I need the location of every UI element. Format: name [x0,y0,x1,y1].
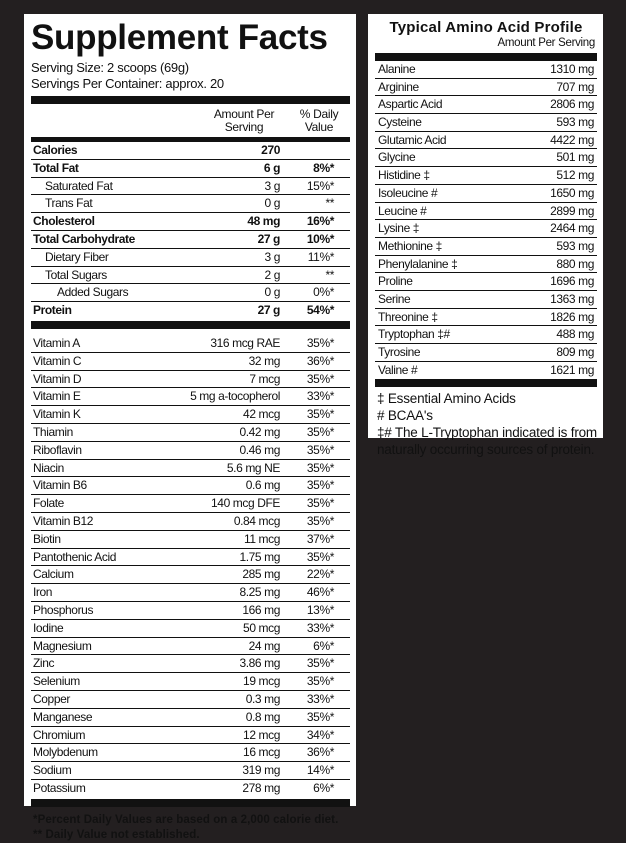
divider-thick [31,799,350,807]
nutrient-amount: 0.46 mg [239,442,280,457]
nutrient-amount: 809 mg [556,345,594,359]
nutrient-amount: 2806 mg [550,97,594,112]
nutrient-name: Lysine ‡ [378,221,420,236]
table-row [375,78,597,96]
nutrient-name: Tyrosine [378,345,421,359]
table-row [31,405,350,423]
nutrient-name: Trans Fat [45,196,93,211]
nutrient-name: Histidine ‡ [378,168,430,183]
nutrient-name: Valine # [378,362,418,377]
amino-note: ‡ Essential Amino Acids [377,391,516,407]
nutrient-amount: 3 g [264,249,280,264]
table-row [31,637,350,655]
table-row [31,548,350,566]
table-row [31,159,350,177]
table-row [375,61,597,78]
nutrient-name: Riboflavin [33,442,82,457]
nutrient-amount: 316 mcg RAE [210,335,280,350]
nutrient-name: Saturated Fat [45,178,113,193]
nutrient-name: Calcium [33,567,74,582]
table-row [375,202,597,220]
table-row [31,672,350,690]
nutrient-amount: 593 mg [556,238,594,253]
nutrient-amount: 166 mg [242,602,280,617]
nutrient-amount: 1.75 mg [239,549,280,564]
nutrient-daily-value: 46%* [306,585,334,600]
nutrient-amount: 278 mg [242,780,280,795]
nutrient-amount: 42 mcg [243,407,280,422]
nutrient-amount: 0.84 mcg [233,513,280,528]
table-row [31,212,350,230]
nutrient-name: Molybdenum [33,745,98,760]
table-row [31,142,350,159]
nutrient-daily-value: 36%* [306,745,334,760]
table-row [31,583,350,601]
nutrient-amount: 27 g [257,231,280,246]
nutrient-name: Potassium [33,780,86,795]
nutrient-daily-value: 35%* [306,335,334,350]
nutrient-name: Iodine [33,620,64,635]
amino-table [375,61,597,378]
nutrient-name: Zinc [33,656,55,671]
table-row [375,131,597,149]
nutrient-daily-value: 35%* [306,442,334,457]
nutrient-amount: 50 mcg [243,620,280,635]
nutrient-amount: 5.6 mg NE [226,460,280,475]
table-row [375,325,597,343]
nutrient-name: Pantothenic Acid [33,549,116,564]
nutrient-name: Alanine [378,62,416,76]
nutrient-daily-value: 54%* [306,303,334,318]
table-row [375,255,597,273]
nutrient-name: Magnesium [33,638,92,653]
nutrient-amount: 1826 mg [550,309,594,324]
nutrient-name: Vitamin D [33,371,82,386]
table-row [31,248,350,266]
nutrient-amount: 1310 mg [550,62,594,76]
nutrient-name: Serine [378,291,411,306]
nutrient-daily-value: 34%* [306,727,334,742]
nutrient-name: Thiamin [33,424,73,439]
table-row [375,290,597,308]
nutrient-name: Copper [33,691,70,706]
nutrient-daily-value: 35%* [306,371,334,386]
amino-note: # BCAA's [377,408,433,424]
nutrient-amount: 27 g [257,303,280,318]
nutrient-daily-value: 13%* [306,602,334,617]
nutrient-amount: 0.8 mg [245,709,280,724]
table-row [375,237,597,255]
nutrient-amount: 1696 mg [550,274,594,289]
nutrient-daily-value: 35%* [306,709,334,724]
nutrient-name: Protein [33,303,72,318]
nutrient-daily-value: 14%* [306,763,334,778]
nutrient-amount: 8.25 mg [239,585,280,600]
nutrient-daily-value: 36%* [306,353,334,368]
table-row [31,177,350,195]
amino-note: ‡# The L-Tryptophan indicated is from naturally occurring sources of protein. [377,425,597,458]
nutrient-amount: 4422 mg [550,132,594,147]
nutrient-amount: 24 mg [248,638,280,653]
nutrient-name: Total Fat [33,160,79,175]
nutrient-name: Dietary Fiber [45,249,109,264]
table-row [31,726,350,744]
table-row [375,148,597,166]
nutrient-amount: 0 g [264,285,280,300]
nutrient-name: Glutamic Acid [378,132,447,147]
nutrient-daily-value: 6%* [313,638,334,653]
nutrient-amount: 5 mg a-tocopherol [190,389,280,404]
nutrient-amount: 880 mg [556,256,594,271]
amino-subtitle: Amount Per Serving [497,37,595,49]
nutrient-amount: 0 g [264,196,280,211]
col-amount-label: Amount Per Serving [213,107,275,134]
table-row [31,476,350,494]
table-row [375,272,597,290]
nutrient-amount: 16 mcg [243,745,280,760]
nutrient-amount: 1621 mg [550,362,594,377]
table-row [31,690,350,708]
nutrient-name: Aspartic Acid [378,97,443,112]
footnote-dv: *Percent Daily Values are based on a 2,000 calorie diet. [33,813,339,826]
facts-column-header [31,104,350,137]
table-row [375,184,597,202]
table-row [31,619,350,637]
nutrient-name: Arginine [378,79,419,94]
divider-thick [31,321,350,329]
divider-thick [31,96,350,104]
nutrient-amount: 3.86 mg [239,656,280,671]
table-row [31,335,350,352]
col-dv-label: % Daily Value [299,107,339,134]
nutrient-daily-value: 35%* [306,674,334,689]
servings-per-container: Servings Per Container: approx. 20 [31,76,224,91]
nutrient-amount: 501 mg [556,150,594,165]
nutrient-daily-value: 16%* [306,214,334,229]
nutrient-amount: 0.3 mg [245,691,280,706]
nutrient-daily-value: 0%* [313,285,334,300]
nutrient-daily-value: 35%* [306,549,334,564]
nutrient-daily-value: 35%* [306,407,334,422]
table-row [31,283,350,301]
nutrient-daily-value: 35%* [306,460,334,475]
nutrient-daily-value: 10%* [306,231,334,246]
table-row [31,512,350,530]
nutrient-name: Chromium [33,727,86,742]
table-row [31,708,350,726]
nutrient-amount: 593 mg [556,115,594,130]
nutrient-name: Sodium [33,763,72,778]
macro-table [31,142,350,319]
nutrient-amount: 7 mcg [249,371,280,386]
nutrient-daily-value: ** [325,267,334,282]
nutrient-name: Cholesterol [33,214,95,229]
nutrient-amount: 1650 mg [550,185,594,200]
nutrient-amount: 285 mg [242,567,280,582]
nutrient-name: Methionine ‡ [378,238,442,253]
nutrient-daily-value: 33%* [306,389,334,404]
table-row [31,494,350,512]
divider-thick [375,53,597,61]
table-row [375,343,597,361]
nutrient-amount: 12 mcg [243,727,280,742]
nutrient-name: Glycine [378,150,416,165]
nutrient-name: Isoleucine # [378,185,438,200]
nutrient-daily-value: 35%* [306,513,334,528]
nutrient-name: Phosphorus [33,602,94,617]
nutrient-daily-value: 8%* [313,160,334,175]
table-row [31,441,350,459]
nutrient-daily-value: 35%* [306,496,334,511]
table-row [375,219,597,237]
nutrient-amount: 270 [261,143,280,157]
nutrient-amount: 2464 mg [550,221,594,236]
table-row [31,352,350,370]
table-row [31,370,350,388]
nutrient-amount: 19 mcg [243,674,280,689]
nutrient-name: Phenylalanine ‡ [378,256,458,271]
table-row [375,95,597,113]
nutrient-amount: 707 mg [556,79,594,94]
table-row [31,266,350,284]
nutrient-daily-value: 15%* [306,178,334,193]
nutrient-name: Niacin [33,460,64,475]
nutrient-name: Folate [33,496,64,511]
table-row [31,743,350,761]
table-row [375,361,597,379]
nutrient-name: Proline [378,274,413,289]
nutrient-name: Biotin [33,531,61,546]
nutrient-name: Manganese [33,709,93,724]
table-row [31,194,350,212]
nutrient-name: Vitamin B6 [33,478,87,493]
nutrient-name: Iron [33,585,53,600]
nutrient-name: Vitamin A [33,335,80,350]
nutrient-name: Tryptophan ‡# [378,327,450,342]
nutrient-daily-value: 35%* [306,656,334,671]
nutrient-daily-value: 33%* [306,620,334,635]
nutrient-amount: 0.6 mg [245,478,280,493]
nutrient-daily-value: ** [325,196,334,211]
table-row [31,387,350,405]
nutrient-name: Leucine # [378,203,427,218]
nutrient-name: Vitamin B12 [33,513,94,528]
nutrient-name: Total Sugars [45,267,107,282]
table-row [31,530,350,548]
nutrient-daily-value: 11%* [307,249,334,264]
nutrient-name: Added Sugars [57,285,129,300]
table-row [375,166,597,184]
nutrient-daily-value: 35%* [306,424,334,439]
table-row [31,654,350,672]
nutrient-amount: 6 g [263,160,280,175]
nutrient-name: Vitamin E [33,389,81,404]
nutrient-amount: 11 mcg [243,531,280,546]
table-row [31,459,350,477]
serving-size: Serving Size: 2 scoops (69g) [31,60,189,75]
table-row [31,230,350,248]
nutrient-name: Total Carbohydrate [33,231,135,246]
nutrient-daily-value: 33%* [306,691,334,706]
nutrient-daily-value: 37%* [306,531,334,546]
nutrient-amount: 2899 mg [550,203,594,218]
divider-thick [375,379,597,387]
micro-table [31,335,350,797]
nutrient-amount: 1363 mg [550,291,594,306]
table-row [31,423,350,441]
table-row [31,779,350,797]
table-row [375,113,597,131]
nutrient-amount: 48 mg [247,214,280,229]
nutrient-amount: 140 mcg DFE [211,496,280,511]
table-row [31,301,350,319]
facts-title: Supplement Facts [31,18,328,57]
supplement-facts-panel [24,14,356,841]
nutrient-daily-value: 35%* [306,478,334,493]
amino-title: Typical Amino Acid Profile [389,19,583,36]
nutrient-amount: 32 mg [248,353,280,368]
nutrient-name: Calories [33,143,78,157]
nutrient-amount: 3 g [264,178,280,193]
nutrient-amount: 2 g [264,267,280,282]
nutrient-daily-value: 6%* [313,780,334,795]
amino-acid-panel [368,14,603,458]
nutrient-name: Vitamin K [33,407,81,422]
table-row [31,565,350,583]
nutrient-name: Cysteine [378,115,422,130]
nutrient-amount: 488 mg [556,327,594,342]
nutrient-name: Threonine ‡ [378,309,438,324]
nutrient-amount: 512 mg [556,168,594,183]
nutrient-name: Vitamin C [33,353,82,368]
nutrient-name: Selenium [33,674,80,689]
footnotes [31,813,350,843]
footnote-not-established: ** Daily Value not established. [33,828,200,841]
amino-notes [375,390,597,458]
table-row [31,761,350,779]
nutrient-amount: 0.42 mg [239,424,280,439]
nutrient-daily-value: 22%* [306,567,334,582]
table-row [375,308,597,326]
nutrient-amount: 319 mg [242,763,280,778]
table-row [31,601,350,619]
